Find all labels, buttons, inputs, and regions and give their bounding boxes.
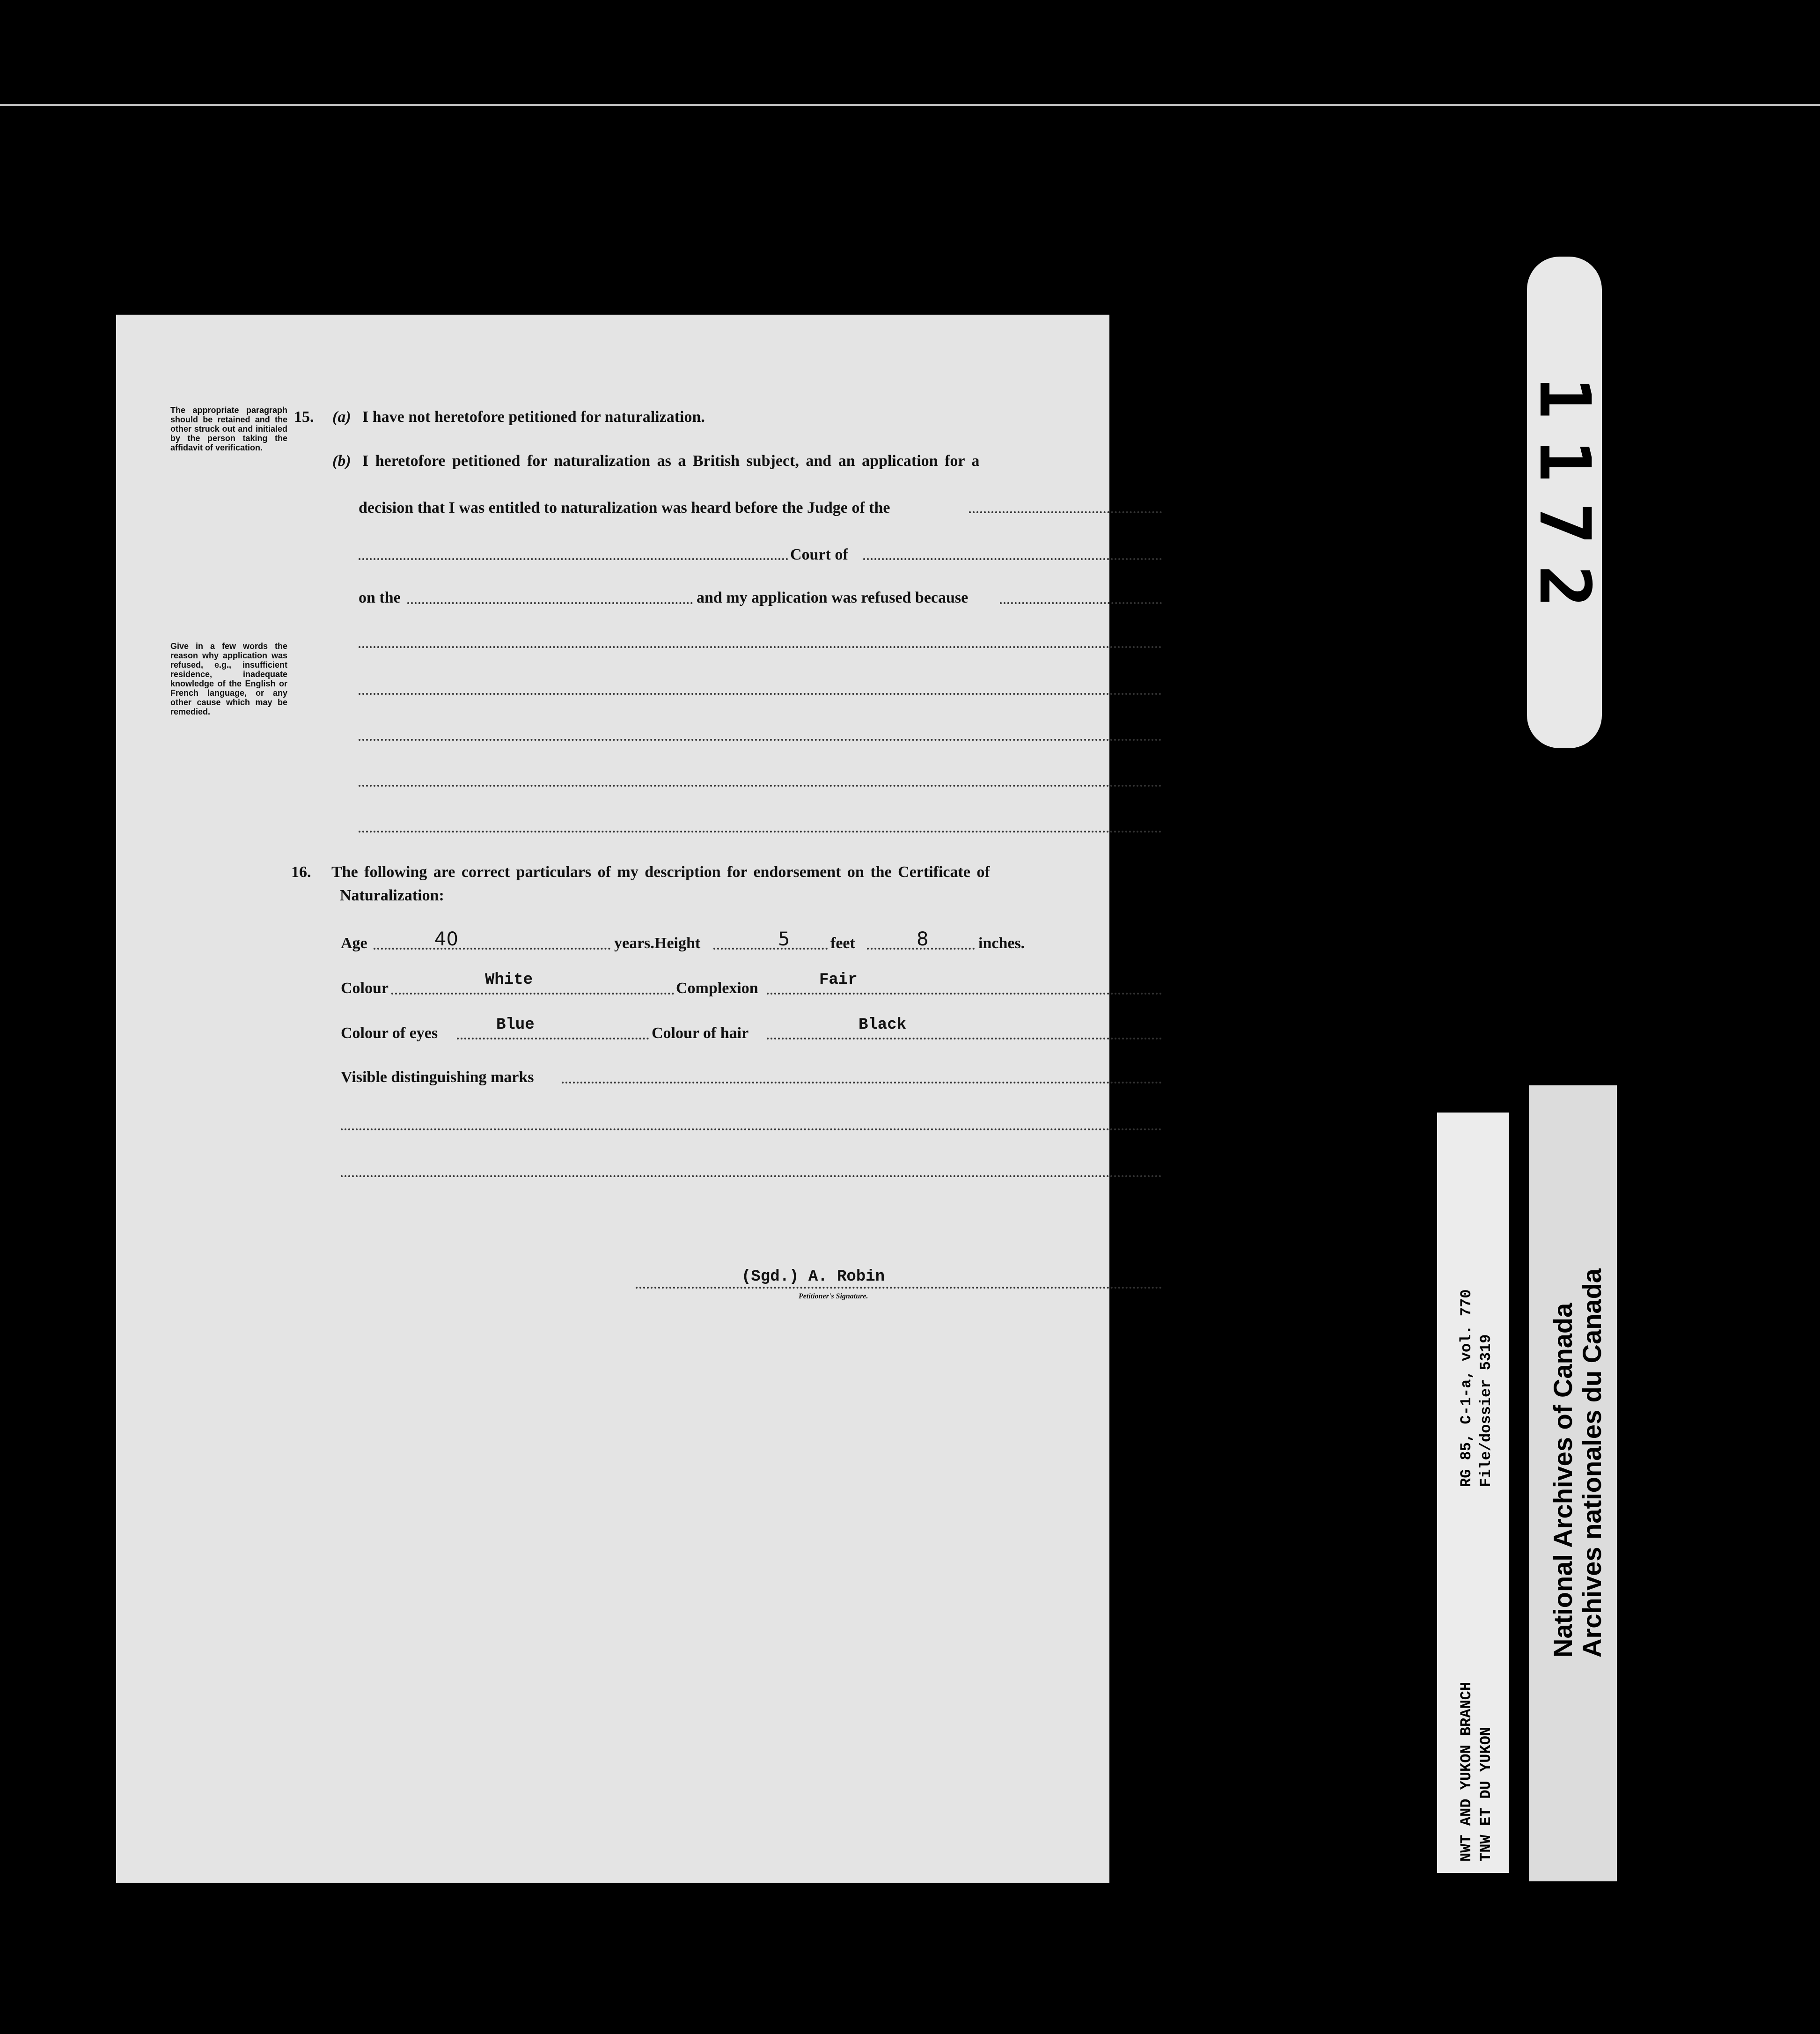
colour-field[interactable]	[391, 993, 674, 995]
marks-label: Visible distinguishing marks	[341, 1069, 534, 1086]
section-15b-line2: decision that I was entitled to naturalization was heard before the Judge of the	[359, 499, 890, 516]
signature-typed: (Sgd.) A. Robin	[741, 1268, 885, 1286]
marks-line-2[interactable]	[341, 1128, 1162, 1130]
eyes-field[interactable]	[457, 1038, 649, 1039]
section-16-intro-line2: Naturalization:	[340, 887, 444, 904]
reason-line-1[interactable]	[359, 646, 1162, 648]
film-edge-line	[0, 104, 1820, 106]
archives-label-strip	[1529, 1085, 1617, 1881]
inches-value: 8	[917, 929, 929, 950]
reference-label-strip	[1437, 1113, 1509, 1873]
complexion-field[interactable]	[767, 993, 1162, 995]
frame-number-strip	[1442, 257, 1687, 748]
reason-line-2[interactable]	[359, 693, 1162, 695]
reason-line-4[interactable]	[359, 785, 1162, 787]
section-15b-label: (b)	[332, 452, 351, 470]
section-16-number: 16.	[291, 863, 311, 881]
signature-line[interactable]	[636, 1287, 1162, 1289]
court-of-field[interactable]	[863, 558, 1162, 560]
age-field[interactable]	[374, 948, 610, 950]
hair-field[interactable]	[767, 1038, 1162, 1039]
section-15-number: 15.	[294, 408, 314, 426]
reference-branch-fr: TNW ET DU YUKON	[1477, 1726, 1495, 1862]
colour-label: Colour	[341, 980, 389, 997]
court-name-field[interactable]	[359, 558, 788, 560]
court-of-label: Court of	[790, 546, 848, 563]
eyes-label: Colour of eyes	[341, 1024, 438, 1042]
section-15b-line1: I heretofore petitioned for naturalization as a British subject, and an application for a	[362, 452, 980, 470]
frame-number: 00 1172 0	[1442, 376, 1687, 628]
reference-branch-en: NWT AND YUKON BRANCH	[1458, 1681, 1475, 1862]
section-16-intro-line1: The following are correct particulars of my description for endorsement on the Certificate of	[331, 863, 990, 881]
on-the-label: on the	[359, 589, 401, 606]
age-label: Age	[341, 935, 367, 952]
signature-caption: Petitioner's Signature.	[799, 1292, 868, 1300]
marks-field[interactable]	[562, 1082, 1162, 1083]
height-label: Height	[654, 935, 701, 952]
reason-line-3[interactable]	[359, 739, 1162, 741]
years-label: years.	[614, 935, 654, 952]
feet-field[interactable]	[713, 948, 828, 950]
inches-label: inches.	[978, 935, 1025, 952]
eyes-value: Blue	[496, 1016, 535, 1034]
refused-reason-field[interactable]	[1000, 602, 1162, 604]
complexion-label: Complexion	[676, 980, 758, 997]
margin-note-paragraph: The appropriate paragraph should be retained and the other struck out and initialed by the person taking the affidavit of verification.	[170, 405, 287, 452]
judge-of-field[interactable]	[969, 511, 1162, 513]
feet-label: feet	[830, 935, 855, 952]
hair-label: Colour of hair	[652, 1024, 749, 1042]
complexion-value: Fair	[819, 971, 858, 989]
archives-name-en: National Archives of Canada	[1548, 1303, 1578, 1658]
section-15a-text: I have not heretofore petitioned for naturalization.	[362, 408, 705, 426]
archives-name-fr: Archives nationales du Canada	[1577, 1268, 1607, 1658]
section-15a-label: (a)	[332, 408, 351, 426]
reason-line-5[interactable]	[359, 831, 1162, 833]
colour-value: White	[485, 971, 533, 989]
date-field[interactable]	[407, 602, 693, 604]
marks-line-3[interactable]	[341, 1175, 1162, 1177]
reference-rg-volume: RG 85, C-1-a, vol. 770	[1458, 1289, 1475, 1487]
document-page	[116, 315, 1109, 1883]
reference-file-dossier: File/dossier 5319	[1477, 1334, 1495, 1487]
margin-note-refusal-reason: Give in a few words the reason why application was refused, e.g., insufficient residence, inadequate knowledge of the English or French language, or any other cause which may be remedied.	[170, 641, 287, 716]
age-value: 40	[434, 929, 458, 950]
refused-because-label: and my application was refused because	[697, 589, 969, 606]
hair-value: Black	[859, 1016, 907, 1034]
feet-value: 5	[778, 929, 790, 950]
